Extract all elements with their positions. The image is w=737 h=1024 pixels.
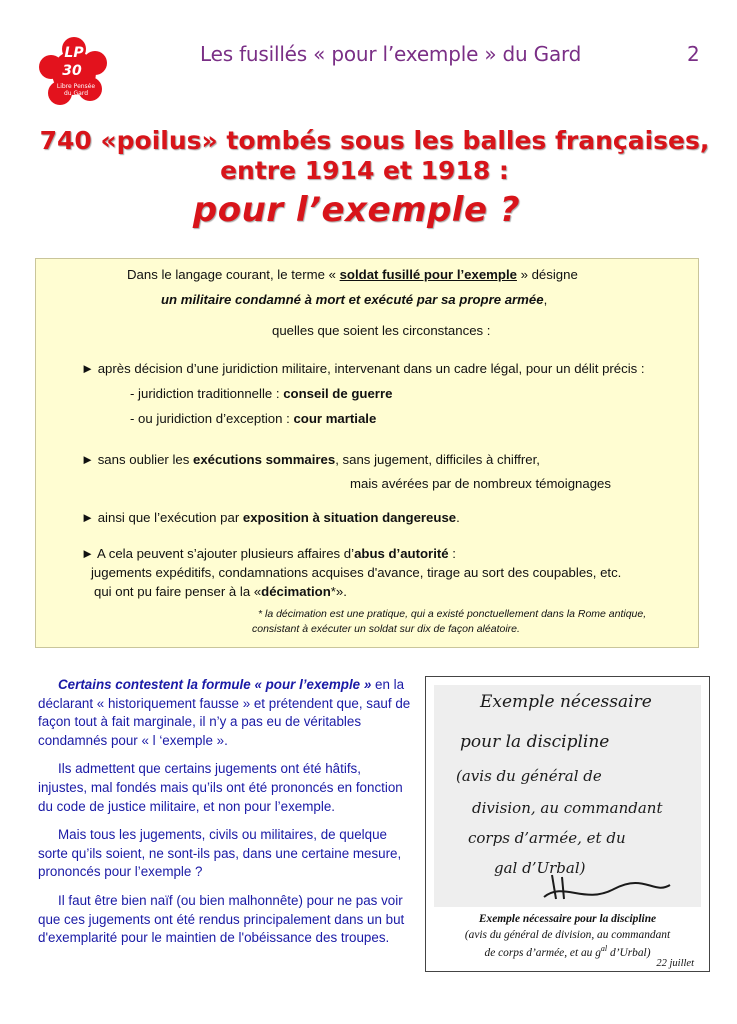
headline-line-3: pour l’exemple ? <box>192 190 521 230</box>
term-highlight: soldat fusillé pour l’exemple <box>339 267 517 282</box>
circumstances-line: quelles que soient les circonstances : <box>272 323 491 338</box>
handwriting-line-6: gal d’Urbal) <box>494 859 586 877</box>
footnote-line-1: * la décimation est une pratique, qui a existé ponctuellement dans la Rome antique, <box>258 608 647 620</box>
article-paragraph-2: Ils admettent que certains jugements ont été hâtifs, injustes, mal fondés mais qu’ils ont été prononcés en fonction du code de justice militaire, et non pour l’exemple. <box>38 761 403 814</box>
handwriting-line-3: (avis du général de <box>456 767 602 785</box>
running-header-title: Les fusillés « pour l’exemple » du Gard <box>200 42 582 66</box>
logo-text-sub1: Libre Pensée <box>56 83 96 90</box>
handwriting-line-5: corps d’armée, et du <box>468 829 626 847</box>
handwriting-line-4: division, au commandant <box>472 799 663 817</box>
figure-caption-title: Exemple nécessaire pour la discipline <box>478 913 657 925</box>
handwritten-document-figure <box>425 676 710 972</box>
footnote-line-2: consistant à exécuter un soldat sur dix de façon aléatoire. <box>252 623 520 635</box>
article-paragraph-1: Certains contestent la formule « pour l’exemple » en la déclarant « historiquement fausse » et prétendent que, sauf de façon tout à fait marginale, il n’y a pas eu de véritables condamnés pour « l ‘exemple ». <box>38 677 411 748</box>
handwriting-line-2: pour la discipline <box>460 732 610 752</box>
figure-caption-line-2: (avis du général de division, au commandant <box>464 929 671 941</box>
logo-text-lp: LP <box>64 45 84 61</box>
handwritten-note-image <box>434 685 701 907</box>
point-military-jurisdiction: ► après décision d’une juridiction militaire, intervenant dans un cadre légal, pour un délit précis : <box>81 361 645 376</box>
handwriting-line-1: Exemple nécessaire <box>480 692 652 712</box>
headline-line-1: 740 «poilus» tombés sous les balles françaises, <box>39 126 710 155</box>
sub-point-conseil: - juridiction traditionnelle : conseil de guerre <box>130 386 393 401</box>
definition-statement: un militaire condamné à mort et exécuté par sa propre armée, <box>161 292 548 307</box>
point-summary-executions-cont: mais avérées par de nombreux témoignages <box>350 476 611 491</box>
point-abuse-authority-cont: jugements expéditifs, condamnations acquises d'avance, tirage au sort des coupables, etc. <box>91 565 622 580</box>
logo-text-sub2: du Gard <box>63 90 89 97</box>
article-lead: Certains contestent la formule « pour l’exemple » <box>58 677 372 692</box>
logo-text-30: 30 <box>62 63 82 79</box>
sub-point-cour: - ou juridiction d’exception : cour martiale <box>130 411 377 426</box>
article-paragraph-4: Il faut être bien naïf (ou bien malhonnête) pour ne pas voir que ces jugements ont été rendus principalement dans un but d'exemplarité pour le maintien de l'obéissance des troupes. <box>38 892 405 946</box>
article-column <box>38 676 413 958</box>
point-decimation: qui ont pu faire penser à la «décimation*». <box>94 584 347 599</box>
libre-pensee-logo <box>38 37 110 109</box>
page-number: 2 <box>687 42 700 66</box>
point-abuse-authority: ► A cela peuvent s’ajouter plusieurs affaires d’abus d’autorité : <box>81 546 456 561</box>
figure-caption-line-3: de corps d’armée, et au $g^{al}$ d’Urbal) <box>484 944 651 959</box>
definition-intro: Dans le langage courant, le terme « soldat fusillé pour l’exemple » désigne <box>127 267 578 282</box>
headline-line-2: entre 1914 et 1918 : <box>220 156 509 185</box>
point-dangerous-exposure: ► ainsi que l’exécution par exposition à situation dangereuse. <box>81 510 460 525</box>
definition-box <box>35 258 699 648</box>
figure-caption-date: 22 juillet <box>656 958 694 969</box>
article-paragraph-3: Mais tous les jugements, civils ou militaires, de quelque sorte qu’ils soient, ne sont-ils pas, dans une certaine mesure, prononcés pour l’exemple ? <box>38 827 402 880</box>
point-summary-executions: ► sans oublier les exécutions sommaires, sans jugement, difficiles à chiffrer, <box>81 452 540 467</box>
